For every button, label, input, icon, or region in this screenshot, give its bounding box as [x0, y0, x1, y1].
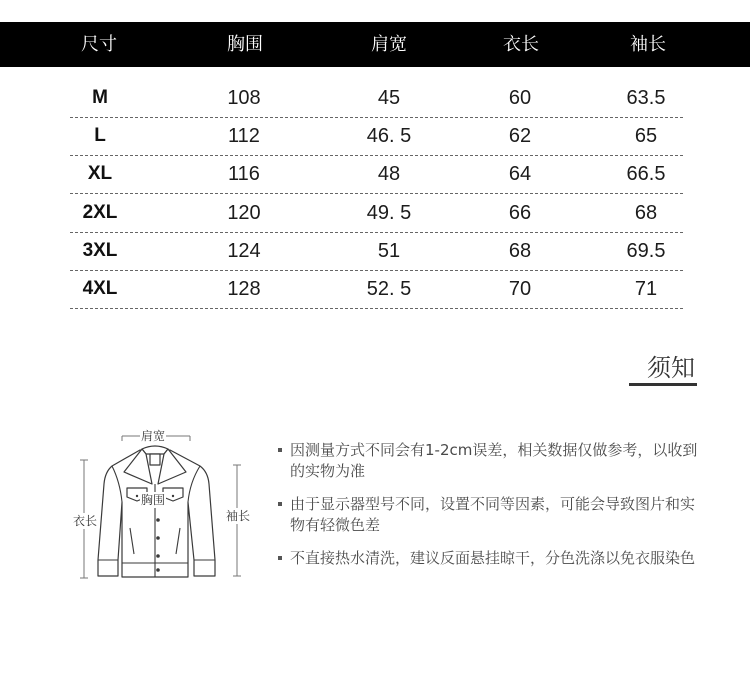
chest-cell: 108: [227, 87, 261, 109]
length-cell: 64: [508, 163, 532, 185]
size-cell: L: [94, 125, 106, 146]
header-sleeve: 袖长: [630, 34, 666, 55]
row-divider: [70, 308, 685, 309]
chest-cell: 112: [228, 125, 260, 147]
header-chest: 胸围: [227, 34, 263, 55]
shoulder-cell: 52. 5: [366, 278, 412, 300]
shoulder-cell: 45: [377, 87, 401, 109]
size-cell: 3XL: [82, 240, 118, 261]
diagram-label-chest: 胸围: [141, 493, 166, 507]
table-row: [0, 117, 750, 155]
length-cell: 62: [508, 125, 532, 147]
diagram-label-sleeve: 袖长: [226, 509, 251, 523]
size-cell: 2XL: [82, 202, 118, 223]
jacket-neck-tag: [150, 454, 160, 465]
shoulder-cell: 49. 5: [366, 202, 412, 224]
sleeve-cell: 68: [634, 202, 658, 224]
shoulder-cell: 48: [377, 163, 401, 185]
jacket-body: [98, 450, 215, 577]
jacket-drawing: [98, 446, 215, 577]
chest-cell: 120: [227, 202, 261, 224]
notice-text: 因测量方式不同会有1-2cm误差，相关数据仅做参考，以收到的实物为准: [290, 441, 698, 480]
length-cell: 60: [508, 87, 532, 109]
size-cell: XL: [87, 163, 113, 184]
diagram-label-length: 衣长: [73, 514, 98, 528]
length-cell: 66: [508, 202, 532, 224]
length-cell: 70: [508, 278, 532, 300]
list-item: [278, 548, 702, 569]
table-row: [0, 232, 750, 270]
notice-title-underline: [629, 383, 697, 386]
sleeve-cell: 63.5: [626, 87, 666, 109]
sleeve-cell: 65: [634, 125, 658, 147]
notice-text: 由于显示器型号不同，设置不同等因素，可能会导致图片和实物有轻微色差: [290, 495, 696, 534]
sleeve-cell: 66.5: [626, 163, 666, 185]
bullet-square-icon: [278, 556, 282, 560]
header-shoulder: 肩宽: [371, 34, 407, 55]
list-item: [278, 494, 702, 536]
size-table-header: [0, 22, 750, 67]
size-cell: 4XL: [82, 278, 118, 299]
shoulder-cell: 51: [377, 240, 401, 262]
notice-list: [278, 440, 702, 581]
bullet-square-icon: [278, 502, 282, 506]
sleeve-cell: 69.5: [626, 240, 666, 262]
table-row: [0, 270, 750, 308]
bullet-square-icon: [278, 448, 282, 452]
list-item: [278, 440, 702, 482]
measurement-diagram: [60, 420, 260, 590]
notice-title: 须知: [647, 354, 695, 382]
chest-cell: 124: [227, 240, 261, 262]
header-length: 衣长: [503, 34, 539, 55]
header-size: 尺寸: [81, 34, 117, 55]
sleeve-cell: 71: [634, 278, 658, 300]
shoulder-cell: 46. 5: [366, 125, 412, 147]
table-row: [0, 194, 750, 232]
chest-cell: 116: [228, 163, 260, 185]
table-row: [0, 79, 750, 117]
table-row: [0, 155, 750, 193]
jacket-back-collar: [142, 446, 168, 454]
length-cell: 68: [508, 240, 532, 262]
notice-text: 不直接热水清洗，建议反面悬挂晾干，分色洗涤以免衣服染色: [290, 549, 696, 567]
size-cell: M: [92, 87, 108, 108]
diagram-label-shoulder: 肩宽: [141, 429, 166, 443]
chest-cell: 128: [227, 278, 261, 300]
